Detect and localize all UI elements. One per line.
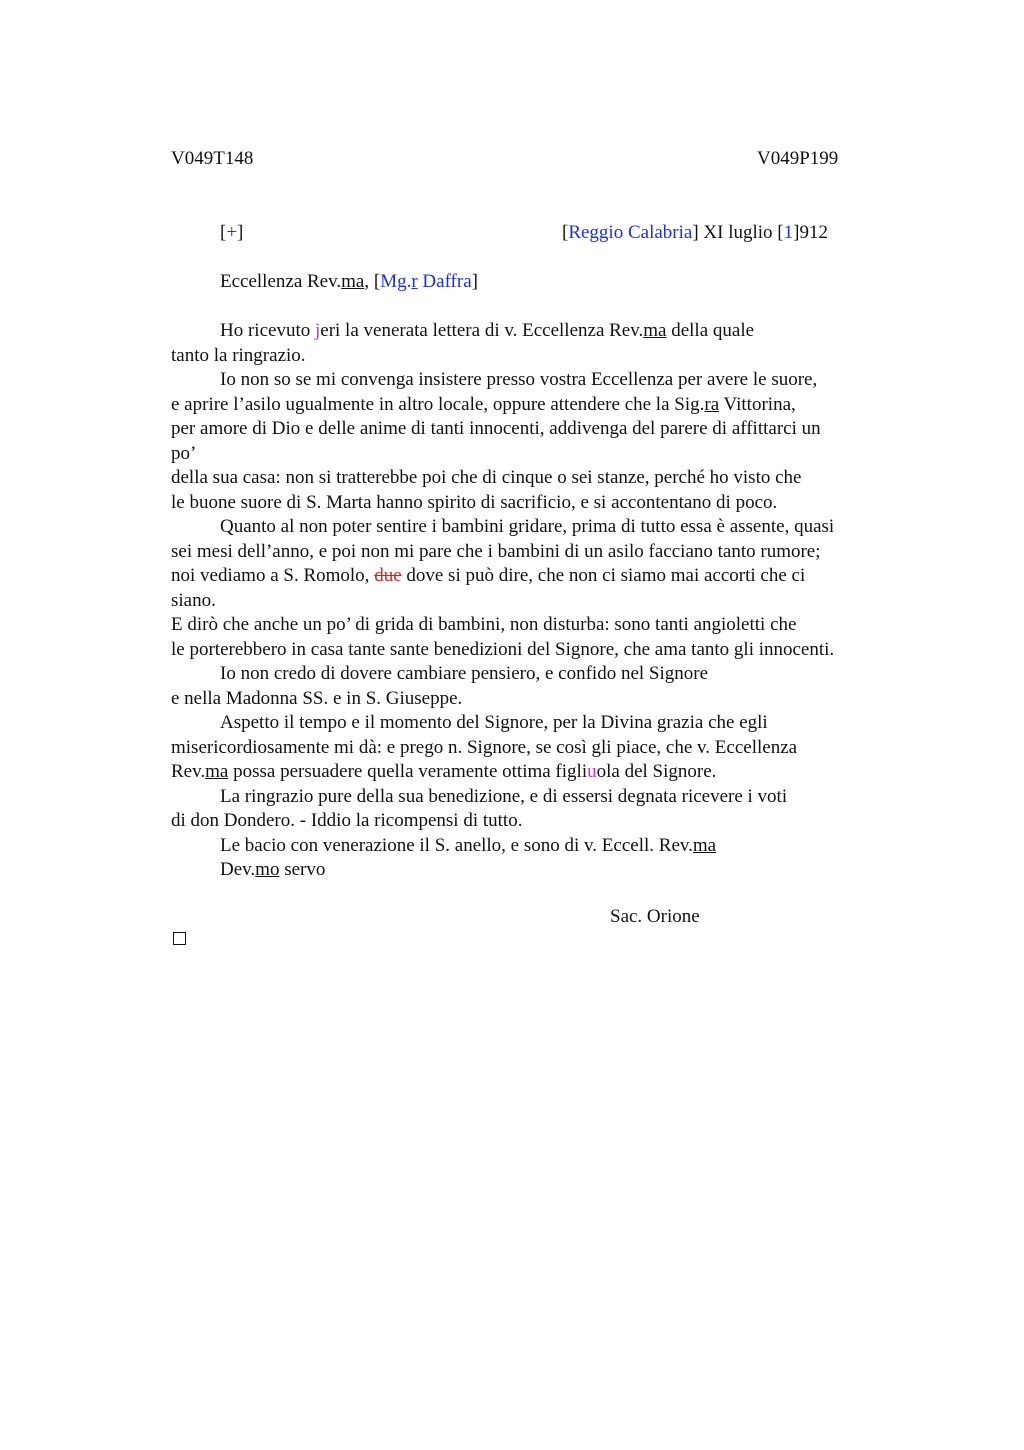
text-line: Rev.ma possa persuadere quella veramente ottima figliuola del Signore. <box>171 761 717 782</box>
text-line: misericordiosamente mi dà: e prego n. Signore, se così gli piace, che v. Eccellenza <box>171 736 798 758</box>
document-code-left: V049T148 <box>171 148 254 169</box>
text-line: e nella Madonna SS. e in S. Giuseppe. <box>171 687 463 709</box>
cross-mark: [+] <box>220 222 244 243</box>
text-line: di don Dondero. - Iddio la ricompensi di tutto. <box>171 810 523 831</box>
dateline: [Reggio Calabria] XI luglio [1]912 <box>562 222 828 243</box>
text-line: le buone suore di S. Marta hanno spirito di sacrificio, e si accontentano di poco. <box>171 491 778 513</box>
end-marker-box-icon <box>173 932 186 945</box>
salutation: Eccellenza Rev.ma, [Mg.r Daffra] <box>220 271 478 292</box>
text-line: siano. <box>171 589 216 611</box>
letter-body <box>171 319 911 883</box>
text-line: Io non credo di dovere cambiare pensiero, e confido nel Signore <box>220 663 709 684</box>
text-line: Io non so se mi convenga insistere presso vostra Eccellenza per avere le suore, <box>220 369 818 390</box>
text-line: Ho ricevuto jeri la venerata lettera di v. Eccellenza Rev.ma della quale <box>220 320 755 341</box>
text-line: Le bacio con venerazione il S. anello, e sono di v. Eccell. Rev.ma <box>220 834 717 856</box>
text-line: le porterebbero in casa tante sante benedizioni del Signore, che ama tanto gli innocenti. <box>171 638 835 660</box>
text-line: per amore di Dio e delle anime di tanti innocenti, addivenga del parere di affittarci un <box>171 418 821 439</box>
text-line: E dirò che anche un po’ di grida di bambini, non disturba: sono tanti angioletti che <box>171 614 797 635</box>
recipient-name: Mg.r Daffra <box>380 271 472 292</box>
text-line: tanto la ringrazio. <box>171 344 306 366</box>
text-line: Aspetto il tempo e il momento del Signore, per la Divina grazia che egli <box>220 712 768 733</box>
text-line: noi vediamo a S. Romolo, due dove si può dire, che non ci siamo mai accorti che ci <box>171 565 806 586</box>
text-line: sei mesi dell’anno, e poi non mi pare che i bambini di un asilo facciano tanto rumore; <box>171 540 821 562</box>
place-name: Reggio Calabria <box>568 222 693 243</box>
closing-line: Dev.mo servo <box>220 859 326 880</box>
signature: Sac. Orione <box>610 906 700 927</box>
deleted-word: due <box>374 565 402 586</box>
text-line: po’ <box>171 442 197 464</box>
text-line: della sua casa: non si tratterebbe poi che di cinque o sei stanze, perché ho visto che <box>171 467 802 488</box>
page-code-right: V049P199 <box>757 148 839 169</box>
text-line: Quanto al non poter sentire i bambini gridare, prima di tutto essa è assente, quasi <box>220 516 835 537</box>
text-line: La ringrazio pure della sua benedizione, e di essersi degnata ricevere i voti <box>220 785 788 807</box>
text-line: e aprire l’asilo ugualmente in altro locale, oppure attendere che la Sig.ra Vittorina, <box>171 393 796 415</box>
